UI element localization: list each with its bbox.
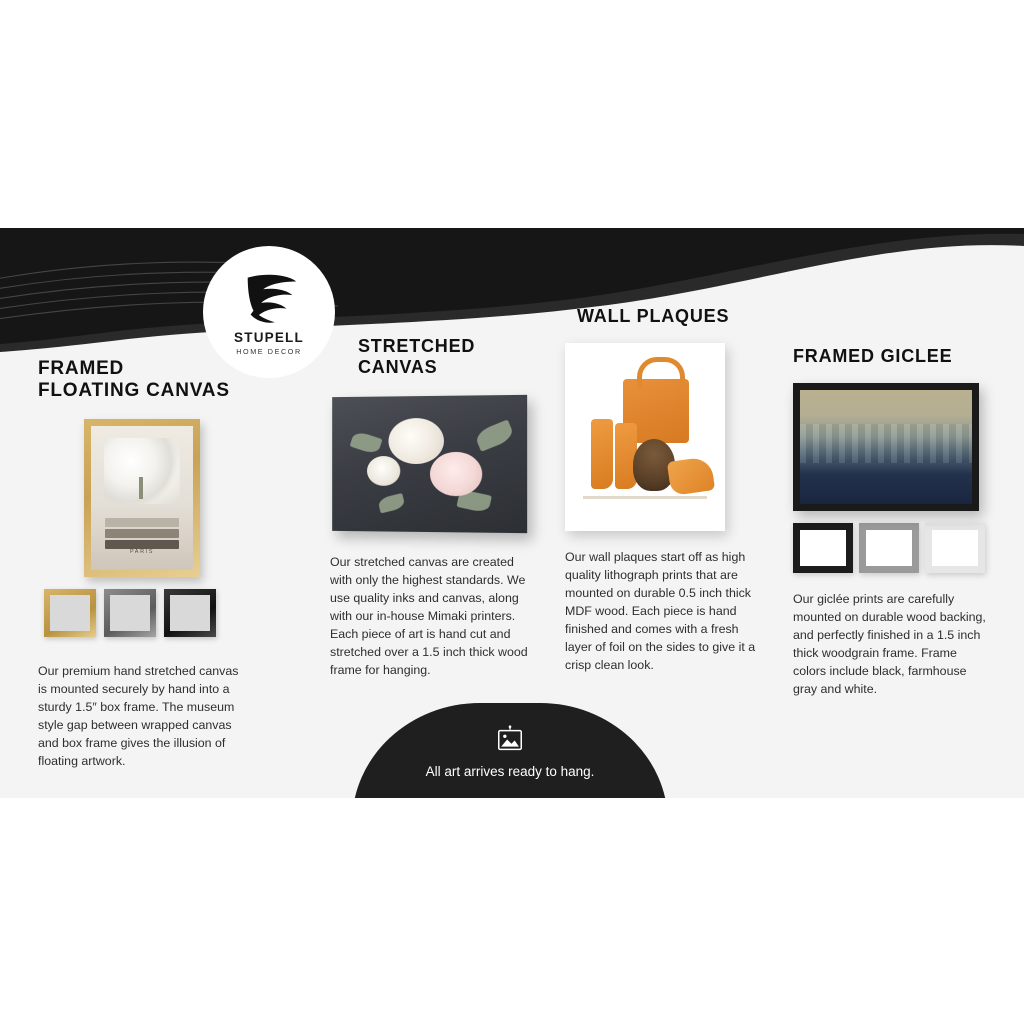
floating-canvas-art [91,426,193,570]
frame-color-swatches [44,589,288,637]
abstract-landscape-art [800,390,972,504]
hydrangea-bouquet-graphic [104,438,180,504]
stretched-canvas-art [332,395,527,533]
column-title-line1: FRAMED [38,358,125,379]
wall-plaque-art [565,343,725,531]
white-giclee-frame-swatch [925,523,985,573]
black-giclee-frame-swatch [793,523,853,573]
stupell-swirl-logo-icon [238,268,300,328]
brand-subtitle: HOME DECOR [236,347,302,356]
column-description: Our stretched canvas are created with only the highest standards. We use quality inks and canvas, along with our in-house Mimaki printers. Each piece of art is hand cut and stretched over a 1.5 inch thick wood frame for hanging. [330,555,528,678]
column-title-line2: FLOATING CANVAS [38,380,230,402]
column-framed-giclee [793,346,993,699]
scarf-graphic [667,456,715,496]
art-word-paris: PARIS [129,548,155,555]
floating-canvas-mockup [84,419,288,577]
picture-frame-icon [493,725,527,755]
brand-name: STUPELL [234,330,304,345]
column-title [577,306,765,327]
column-description: Our giclée prints are carefully mounted on durable wood backing, and perfectly finished in a 1.5 inch thick woodgrain frame. Frame colors include black, farmhouse gray and white. [793,592,986,697]
black-frame-swatch [164,589,216,637]
stacked-books-graphic [105,518,179,556]
giclee-frame-color-swatches [793,523,993,573]
boot-left-graphic [591,419,613,489]
stupell-logo-badge [203,246,335,378]
column-description: Our premium hand stretched canvas is mounted securely by hand into a sturdy 1.5″ box frame. The museum style gap between wrapped canvas and box frame gives the illusion of floating artwork. [38,663,239,768]
column-title-line1: FRAMED GICLEE [793,346,953,366]
stretched-canvas-mockup [330,396,538,532]
gold-float-frame [84,419,200,577]
product-types-panel [0,228,1024,798]
ground-shadow [583,496,707,499]
column-title-line1: WALL PLAQUES [577,306,730,326]
banner-text: All art arrives ready to hang. [425,764,595,779]
black-giclee-frame [793,383,979,511]
column-framed-floating-canvas [38,358,288,771]
gold-frame-swatch [44,589,96,637]
framed-giclee-mockup [793,383,993,511]
wall-plaque-mockup [565,343,765,531]
column-description: Our wall plaques start off as high quality lithograph prints that are mounted on durable 0.5 inch thick MDF wood. Each piece is hand finished and comes with a fresh layer of foil on the sides to give it a crisp clean look. [565,550,756,673]
ready-to-hang-banner [352,703,668,798]
column-stretched-canvas [330,336,538,680]
column-title-line2: CANVAS [358,357,438,378]
column-title [358,336,538,378]
column-wall-plaques [565,306,765,675]
column-title-line1: STRETCHED [358,336,476,356]
gray-giclee-frame-swatch [859,523,919,573]
column-title [793,346,993,367]
gray-frame-swatch [104,589,156,637]
